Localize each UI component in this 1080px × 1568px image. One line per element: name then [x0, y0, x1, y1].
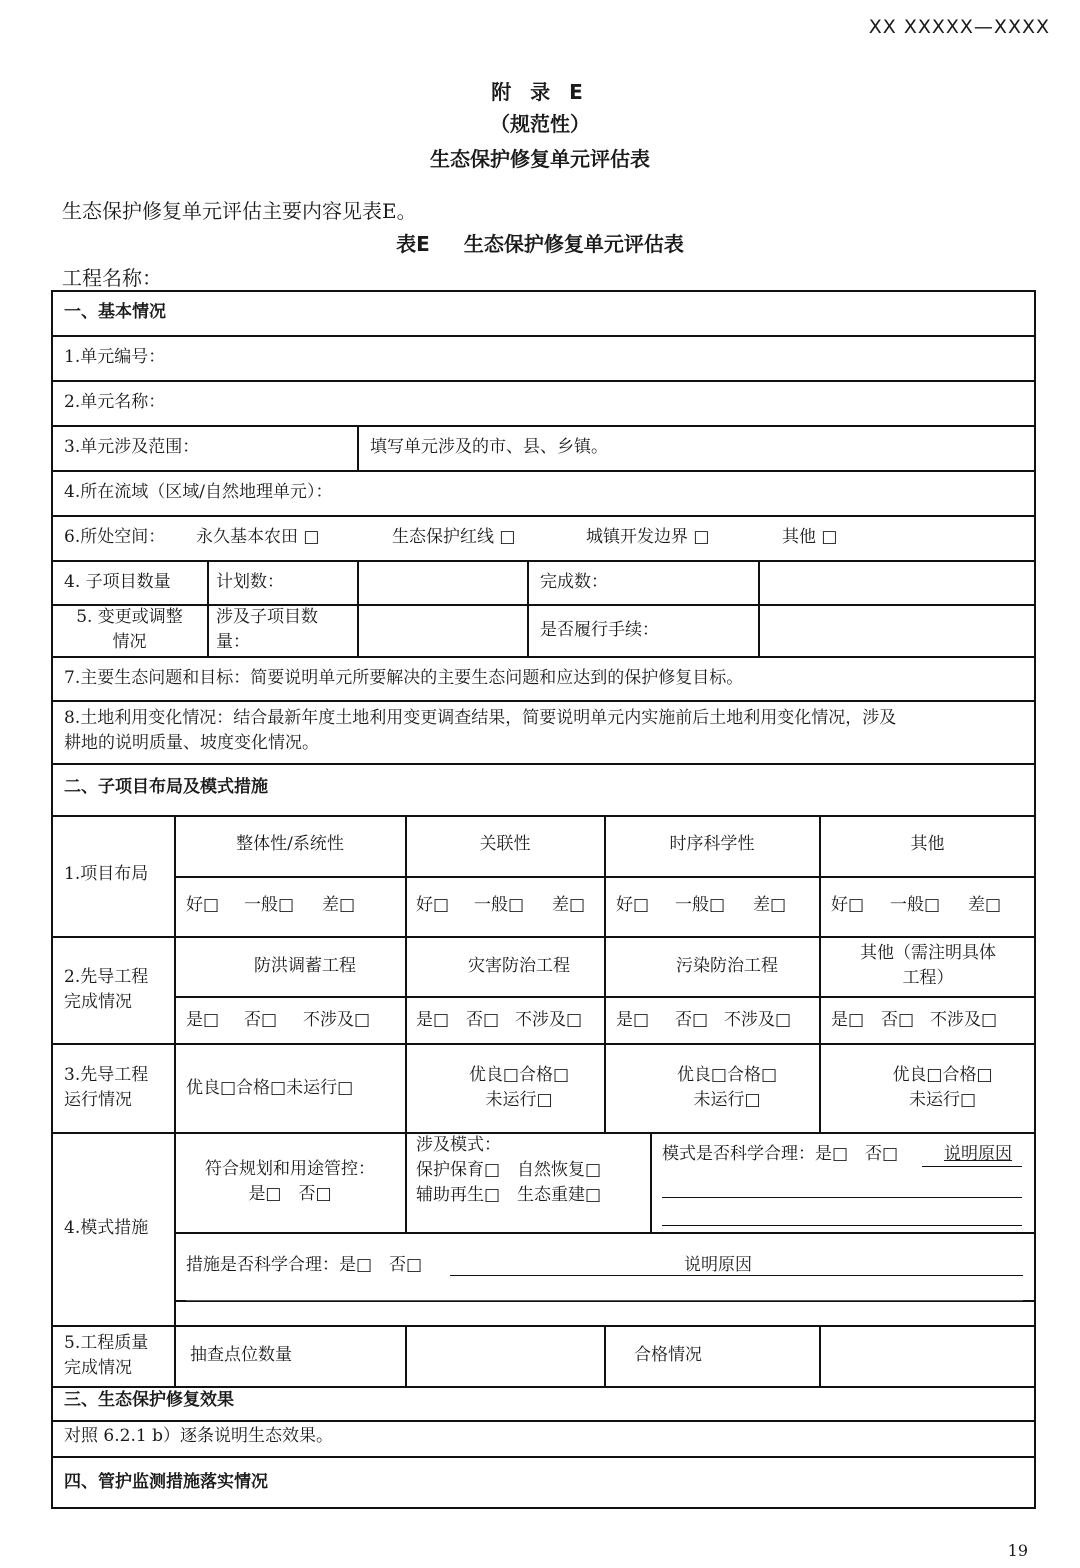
- planning-control[interactable]: [175, 1157, 405, 1207]
- mode-reason-field[interactable]: 说明原因: [944, 1144, 1012, 1164]
- grade-fair[interactable]: 一般□: [474, 895, 525, 915]
- pilot-completion-label: [64, 965, 148, 1015]
- table-caption-title: 生态保护修复单元评估表: [463, 232, 684, 256]
- mode-scientific-question[interactable]: 模式是否科学合理：是□ 否□: [662, 1144, 899, 1164]
- yes-option[interactable]: 是□: [616, 1010, 650, 1030]
- intro-text: 生态保护修复单元评估主要内容见表E。: [62, 199, 417, 223]
- layout-col-timing: 时序科学性: [669, 834, 755, 854]
- section-3-title: 三、生态保护修复效果: [64, 1390, 234, 1410]
- landuse-line1: 8.土地利用变化情况：结合最新年度土地利用变更调查结果，简要说明单元内实施前后土地利用变化情况，涉及: [64, 708, 897, 728]
- operation-options-line1: 优良□合格□: [892, 1065, 993, 1085]
- involved-label: [216, 605, 318, 655]
- project-name-label: 工程名称：: [62, 266, 162, 290]
- landuse-line2: 耕地的说明质量、坡度变化情况。: [64, 733, 319, 753]
- normative-label: （规范性）: [490, 112, 590, 136]
- operation-options[interactable]: [420, 1063, 618, 1113]
- pilot-col-other-line2: 工程）: [902, 968, 954, 988]
- no-option[interactable]: 否□: [675, 1010, 709, 1030]
- operation-options-line2: 未运行□: [485, 1090, 553, 1110]
- pilot-col-other: [828, 941, 1028, 991]
- operation-options-line1: 优良□合格□: [468, 1065, 570, 1085]
- grade-good[interactable]: 好□: [186, 895, 220, 915]
- na-option[interactable]: 不涉及□: [303, 1010, 371, 1030]
- sub-count-label: 4. 子项目数量: [64, 572, 171, 592]
- operation-options[interactable]: [835, 1063, 1050, 1113]
- table-caption: [0, 228, 1080, 257]
- grade-fair[interactable]: 一般□: [675, 895, 726, 915]
- grade-good[interactable]: 好□: [416, 895, 450, 915]
- mode-measures-label: 4.模式措施: [64, 1218, 149, 1238]
- change-label: [52, 605, 207, 655]
- problems-field[interactable]: 7.主要生态问题和目标：简要说明单元所要解决的主要生态问题和应达到的保护修复目标。: [64, 668, 744, 688]
- measure-reason-field[interactable]: 说明原因: [684, 1255, 752, 1275]
- pilot-col-flood: 防洪调蓄工程: [254, 956, 356, 976]
- pilot-completion-line2: 完成情况: [64, 992, 132, 1012]
- layout-col-systematic: 整体性/系统性: [236, 834, 344, 854]
- change-label-line1: 5. 变更或调整: [76, 607, 183, 627]
- unit-scope-label: 3.单元涉及范围：: [64, 437, 200, 457]
- pilot-col-disaster: 灾害防治工程: [468, 956, 570, 976]
- unit-scope-hint[interactable]: 填写单元涉及的市、县、乡镇。: [370, 437, 608, 457]
- grade-poor[interactable]: 差□: [552, 895, 586, 915]
- appendix-title: 生态保护修复单元评估表: [430, 147, 650, 171]
- space-label: 6.所处空间：: [64, 527, 166, 547]
- modes-row-1: 保护保育□ 自然恢复□: [416, 1160, 602, 1180]
- measure-scientific-question[interactable]: 措施是否科学合理：是□ 否□: [186, 1255, 423, 1275]
- section-4-title: 四、管护监测措施落实情况: [64, 1472, 268, 1492]
- operation-options-line2: 未运行□: [693, 1090, 761, 1110]
- layout-label: 1.项目布局: [64, 864, 149, 884]
- no-option[interactable]: 否□: [244, 1010, 278, 1030]
- sample-points-label: 抽查点位数量: [190, 1345, 292, 1365]
- involved-label-line2: 量：: [216, 632, 250, 652]
- landuse-field[interactable]: [64, 706, 896, 756]
- modes-row-2: 辅助再生□ 生态重建□: [416, 1185, 602, 1205]
- grade-fair[interactable]: 一般□: [890, 895, 941, 915]
- appendix-label: 附 录 E: [491, 80, 589, 104]
- planning-control-line1: 符合规划和用途管控：: [205, 1159, 375, 1179]
- grade-good[interactable]: 好□: [616, 895, 650, 915]
- procedure-label: 是否履行手续：: [540, 620, 659, 640]
- grade-poor[interactable]: 差□: [322, 895, 356, 915]
- na-option[interactable]: 不涉及□: [515, 1010, 583, 1030]
- planned-label: 计划数：: [216, 572, 284, 592]
- no-option[interactable]: 否□: [466, 1010, 500, 1030]
- basin-field[interactable]: 4.所在流域（区域/自然地理单元）：: [64, 482, 333, 502]
- quality-label-line2: 完成情况: [64, 1358, 132, 1378]
- qualified-status-label: 合格情况: [634, 1345, 702, 1365]
- pilot-operation-line2: 运行情况: [64, 1090, 132, 1110]
- no-option[interactable]: 否□: [881, 1010, 915, 1030]
- pilot-operation-label: [64, 1063, 148, 1113]
- yes-option[interactable]: 是□: [186, 1010, 220, 1030]
- pilot-col-pollution: 污染防治工程: [676, 956, 778, 976]
- na-option[interactable]: 不涉及□: [724, 1010, 792, 1030]
- quality-label: [64, 1331, 148, 1381]
- change-label-line2: 情况: [112, 632, 147, 652]
- standard-code: XX XXXXX—XXXX: [868, 16, 1050, 38]
- operation-options[interactable]: [620, 1063, 834, 1113]
- grade-good[interactable]: 好□: [831, 895, 865, 915]
- pilot-col-other-line1: 其他（需注明具体: [860, 943, 996, 963]
- section-2-title: 二、子项目布局及模式措施: [64, 777, 268, 797]
- table-caption-label: 表E: [396, 232, 430, 256]
- grade-poor[interactable]: 差□: [753, 895, 787, 915]
- yes-option[interactable]: 是□: [831, 1010, 865, 1030]
- modes-involved-title: 涉及模式：: [416, 1135, 501, 1155]
- layout-col-relevance: 关联性: [479, 834, 531, 854]
- yes-option[interactable]: 是□: [416, 1010, 450, 1030]
- space-option-farmland[interactable]: 永久基本农田 □: [196, 527, 320, 547]
- page-number: 19: [1007, 1541, 1028, 1560]
- space-option-urban[interactable]: 城镇开发边界 □: [586, 527, 710, 547]
- quality-label-line1: 5.工程质量: [64, 1333, 149, 1353]
- operation-options[interactable]: 优良□合格□未运行□: [186, 1078, 354, 1098]
- involved-label-line1: 涉及子项目数: [216, 607, 318, 627]
- pilot-completion-line1: 2.先导工程: [64, 967, 149, 987]
- pilot-operation-line1: 3.先导工程: [64, 1065, 149, 1085]
- operation-options-line2: 未运行□: [908, 1090, 977, 1110]
- planning-control-line2: 是□ 否□: [248, 1184, 332, 1204]
- layout-col-other: 其他: [910, 834, 945, 854]
- unit-name-field[interactable]: 2.单元名称：: [64, 392, 166, 412]
- modes-involved[interactable]: [416, 1133, 601, 1208]
- unit-number-field[interactable]: 1.单元编号：: [64, 347, 166, 367]
- grade-poor[interactable]: 差□: [968, 895, 1002, 915]
- completed-label: 完成数：: [540, 572, 608, 592]
- na-option[interactable]: 不涉及□: [930, 1010, 998, 1030]
- space-option-other[interactable]: 其他 □: [782, 527, 838, 547]
- grade-fair[interactable]: 一般□: [244, 895, 295, 915]
- effect-description[interactable]: 对照 6.2.1 b）逐条说明生态效果。: [64, 1426, 333, 1446]
- space-option-redline[interactable]: 生态保护红线 □: [392, 527, 516, 547]
- section-1-title: 一、基本情况: [64, 302, 166, 322]
- operation-options-line1: 优良□合格□: [676, 1065, 778, 1085]
